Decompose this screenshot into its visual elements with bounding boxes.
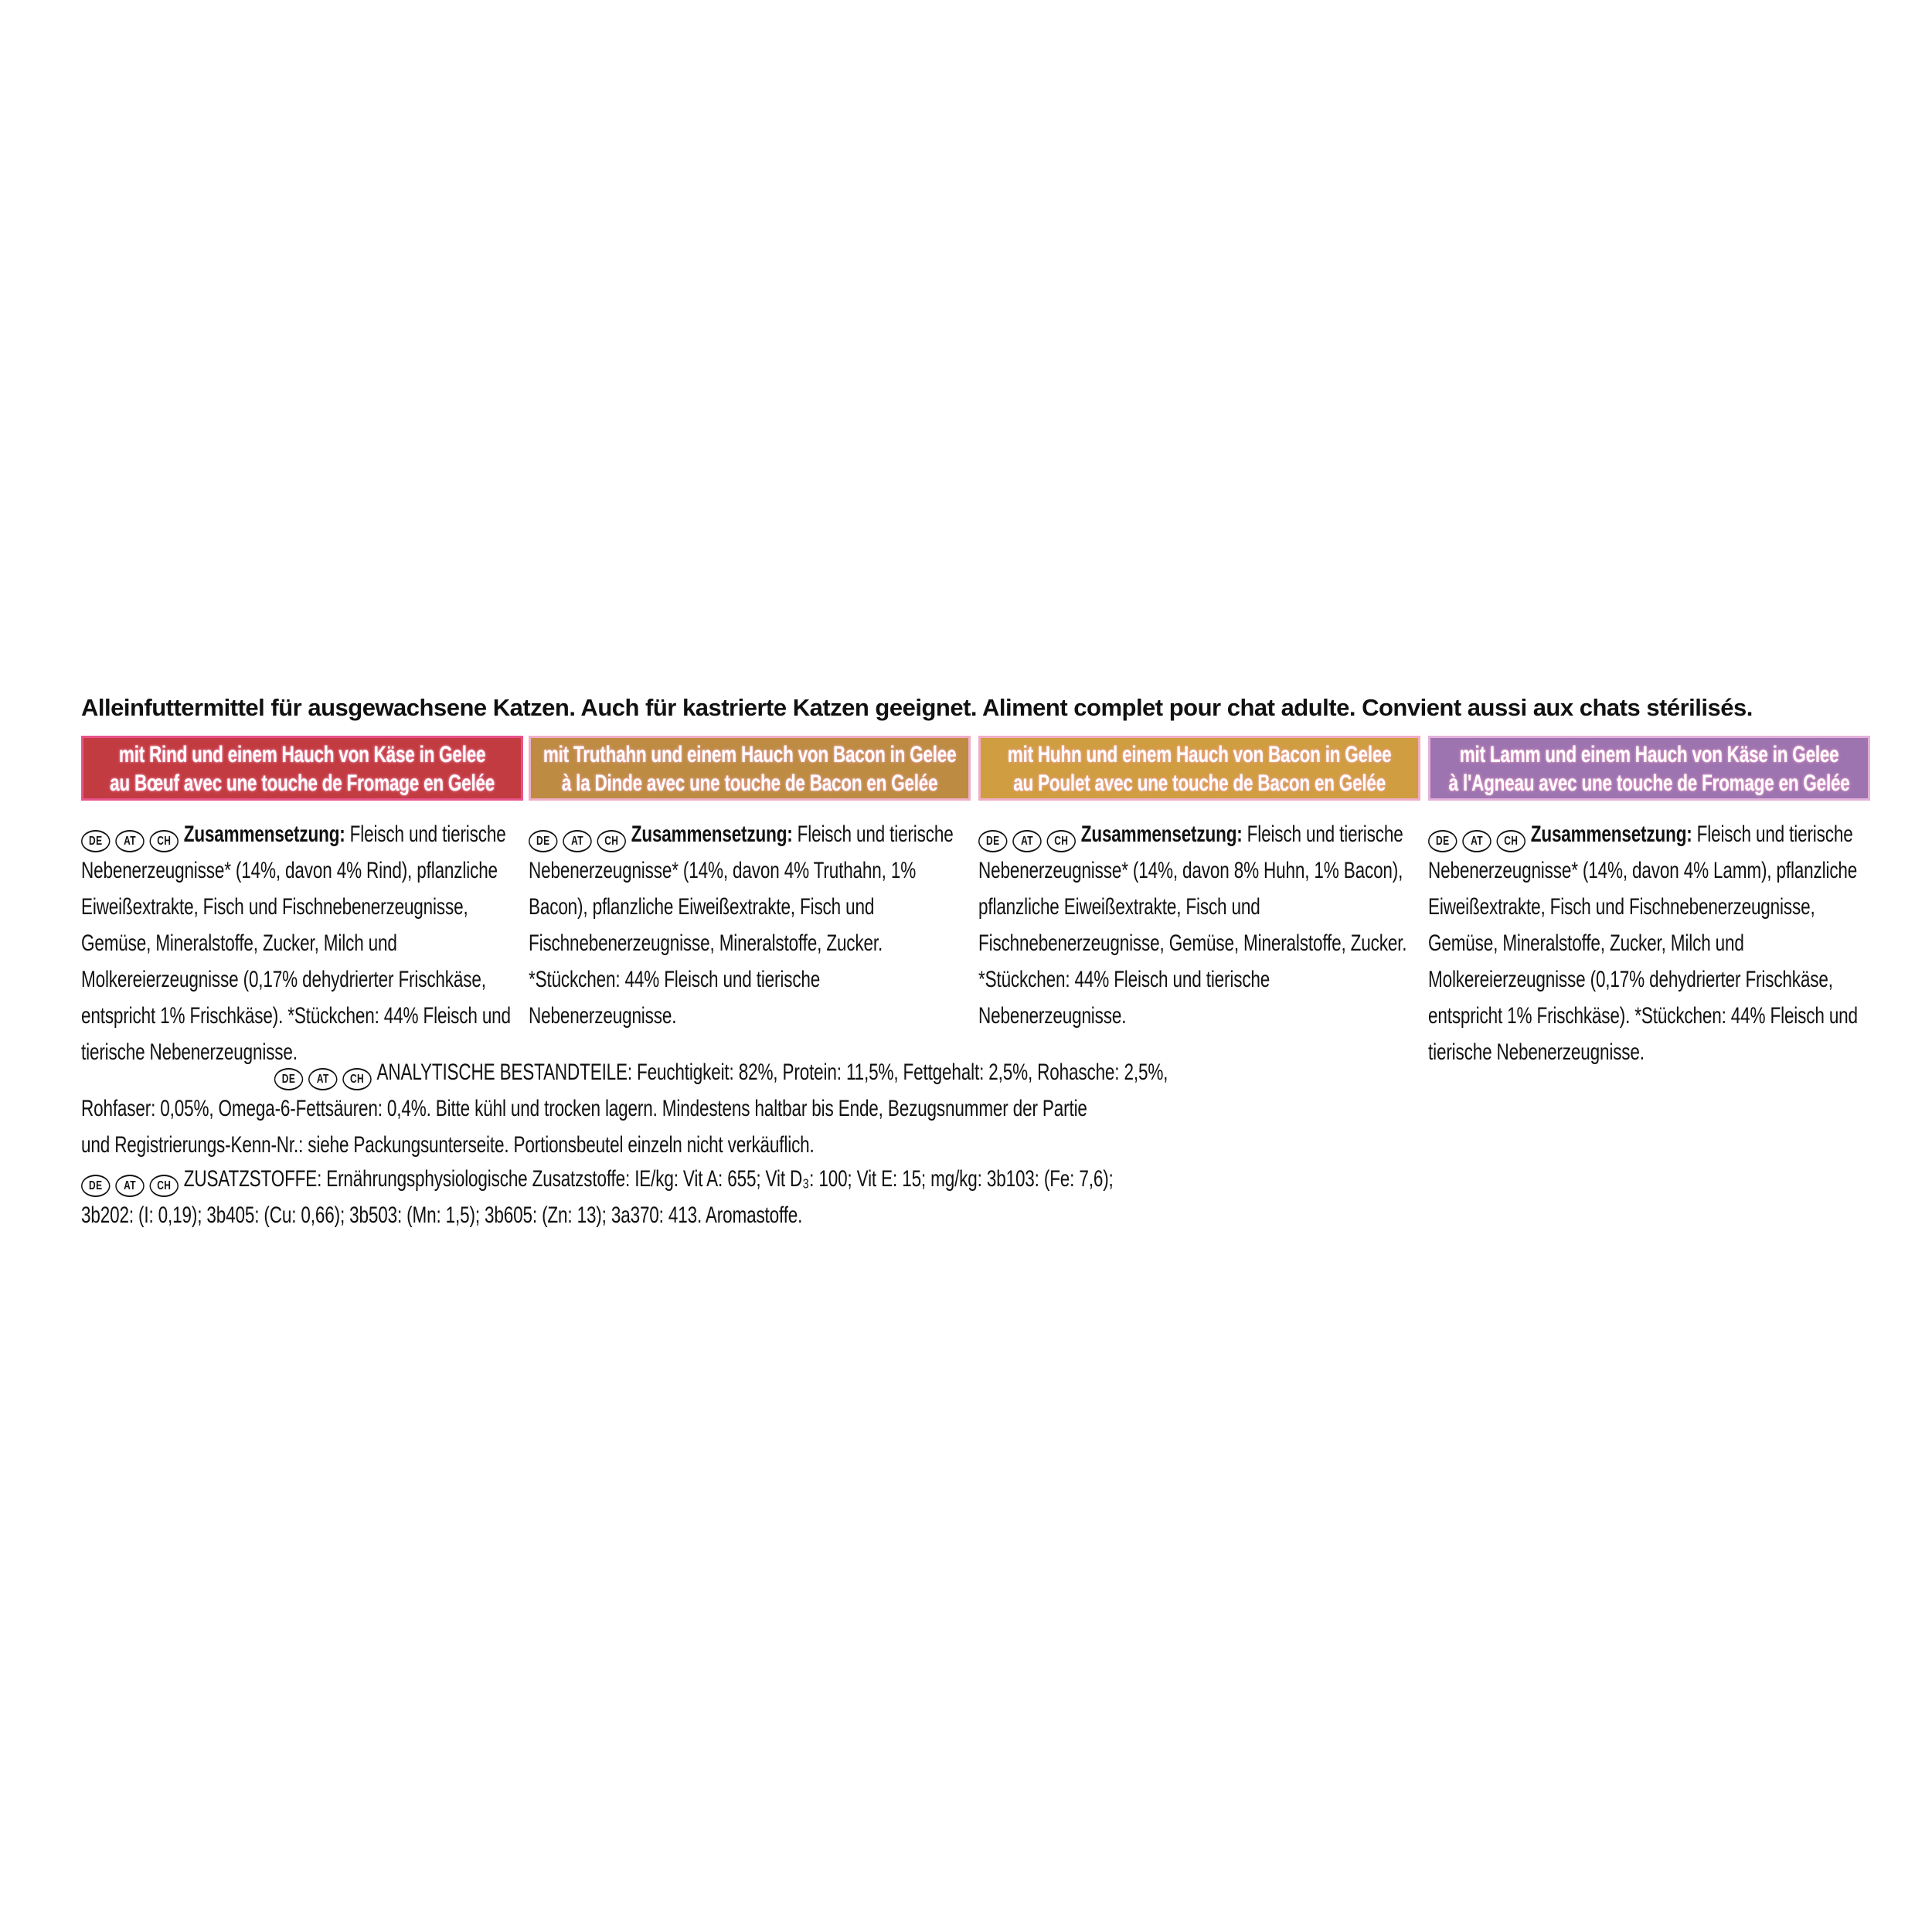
country-badge-de: DE xyxy=(1428,830,1458,852)
analytical-label: ANALYTISCHE BESTANDTEILE: xyxy=(376,1060,633,1085)
composition-paragraph xyxy=(529,816,971,1034)
composition-label: Zusammensetzung: xyxy=(183,821,345,847)
banner-chicken-fr: au Poulet avec une touche de Bacon en Gelée xyxy=(1013,770,1386,796)
country-badge-at: AT xyxy=(115,830,145,852)
country-badge-de: DE xyxy=(81,830,111,852)
composition-paragraph xyxy=(1428,816,1870,1070)
analytical-line-2: Rohfaser: 0,05%, Omega-6-Fettsäuren: 0,4%. Bitte kühl und trocken lagern. Mindestens haltbar bis Ende, Bezugsnummer der Partie xyxy=(81,1096,1087,1121)
additives-line-2: 3b202: (I: 0,19); 3b405: (Cu: 0,66); 3b503: (Mn: 1,5); 3b605: (Zn: 13); 3a370: 413. Aromastoffe. xyxy=(81,1202,803,1228)
country-badge-ch: CH xyxy=(597,830,627,852)
country-badge-ch: CH xyxy=(150,1175,179,1197)
country-badge-ch: CH xyxy=(1047,830,1077,852)
analytical-constituents-section xyxy=(81,1054,1310,1163)
banner-turkey-de: mit Truthahn und einem Hauch von Bacon in Gelee xyxy=(543,742,957,767)
banner-turkey xyxy=(529,736,971,801)
composition-column-beef xyxy=(81,816,523,1070)
country-badge-de: DE xyxy=(978,830,1008,852)
additives-section xyxy=(81,1161,1240,1233)
composition-column-chicken xyxy=(978,816,1420,1034)
additives-label: ZUSATZSTOFFE: xyxy=(183,1166,322,1192)
banner-turkey-fr: à la Dinde avec une touche de Bacon en Gelée xyxy=(561,770,938,796)
banner-lamb-de: mit Lamm und einem Hauch von Käse in Gelee xyxy=(1459,742,1839,767)
additives-line-1 xyxy=(81,1161,1240,1197)
suitability-statement: Alleinfuttermittel für ausgewachsene Katzen. Auch für kastrierte Katzen geeignet. Aliment complet pour chat adulte. Convient aussi aux chats stérilisés. xyxy=(81,694,1753,721)
analytical-values: Feuchtigkeit: 82%, Protein: 11,5%, Fettgehalt: 2,5%, Rohasche: 2,5%, xyxy=(637,1060,1168,1085)
country-badge-ch: CH xyxy=(1497,830,1526,852)
composition-column-turkey xyxy=(529,816,971,1034)
country-badge-ch: CH xyxy=(150,830,179,852)
banner-lamb-fr: à l'Agneau avec une touche de Fromage en Gelée xyxy=(1448,770,1850,796)
banner-beef-de: mit Rind und einem Hauch von Käse in Gelee xyxy=(118,742,486,767)
composition-text: Fleisch und tierische Nebenerzeugnisse* (14%, davon 4% Truthahn, 1% Bacon), pflanzliche Eiweißextrakte, Fisch und Fischnebenerzeugnisse, Mineralstoffe, Zucker. *Stückchen: 44% Fleisch und tierische Nebenerzeugnisse. xyxy=(529,821,954,1029)
composition-label: Zusammensetzung: xyxy=(631,821,793,847)
banner-lamb xyxy=(1428,736,1870,801)
country-badge-de: DE xyxy=(529,830,558,852)
analytical-line-1 xyxy=(81,1054,1310,1090)
country-badge-de: DE xyxy=(274,1068,304,1090)
country-badge-at: AT xyxy=(308,1068,338,1090)
country-badge-at: AT xyxy=(1012,830,1042,852)
banner-beef-fr: au Bœuf avec une touche de Fromage en Gelée xyxy=(110,770,495,796)
country-badge-ch: CH xyxy=(342,1068,372,1090)
country-badge-at: AT xyxy=(115,1175,145,1197)
composition-text: Fleisch und tierische Nebenerzeugnisse* (14%, davon 4% Lamm), pflanzliche Eiweißextrakte, Fisch und Fischnebenerzeugnisse, Gemüse, Mineralstoffe, Zucker, Milch und Molkereierzeugnisse (0,17% dehydrierter Frischkäse, entspricht 1% Frischkäse). *Stückchen: 44% Fleisch und tierische Nebenerzeugnisse. xyxy=(1428,821,1858,1065)
composition-text: Fleisch und tierische Nebenerzeugnisse* (14%, davon 8% Huhn, 1% Bacon), pflanzliche Eiweißextrakte, Fisch und Fischnebenerzeugnisse, Gemüse, Mineralstoffe, Zucker. *Stückchen: 44% Fleisch und tierische Nebenerzeugnisse. xyxy=(978,821,1407,1029)
additives-values: Ernährungsphysiologische Zusatzstoffe: IE/kg: Vit A: 655; Vit D₃: 100; Vit E: 15; mg/kg: 3b103: (Fe: 7,6); xyxy=(326,1166,1114,1192)
analytical-line-3: und Registrierungs-Kenn-Nr.: siehe Packungsunterseite. Portionsbeutel einzeln nicht verkäuflich. xyxy=(81,1132,815,1158)
banner-beef xyxy=(81,736,523,801)
composition-text: Fleisch und tierische Nebenerzeugnisse* (14%, davon 4% Rind), pflanzliche Eiweißextrakte, Fisch und Fischnebenerzeugnisse, Gemüse, Mineralstoffe, Zucker, Milch und Molkereierzeugnisse (0,17% dehydrierter Frischkäse, entspricht 1% Frischkäse). *Stückchen: 44% Fleisch und tierische Nebenerzeugnisse. xyxy=(81,821,511,1065)
composition-label: Zusammensetzung: xyxy=(1530,821,1692,847)
country-badge-at: AT xyxy=(563,830,592,852)
country-badge-at: AT xyxy=(1462,830,1492,852)
composition-label: Zusammensetzung: xyxy=(1080,821,1243,847)
composition-column-lamb xyxy=(1428,816,1870,1070)
composition-paragraph xyxy=(978,816,1420,1034)
country-badge-de: DE xyxy=(81,1175,111,1197)
composition-paragraph xyxy=(81,816,523,1070)
banner-chicken xyxy=(978,736,1420,801)
banner-chicken-de: mit Huhn und einem Hauch von Bacon in Gelee xyxy=(1007,742,1392,767)
